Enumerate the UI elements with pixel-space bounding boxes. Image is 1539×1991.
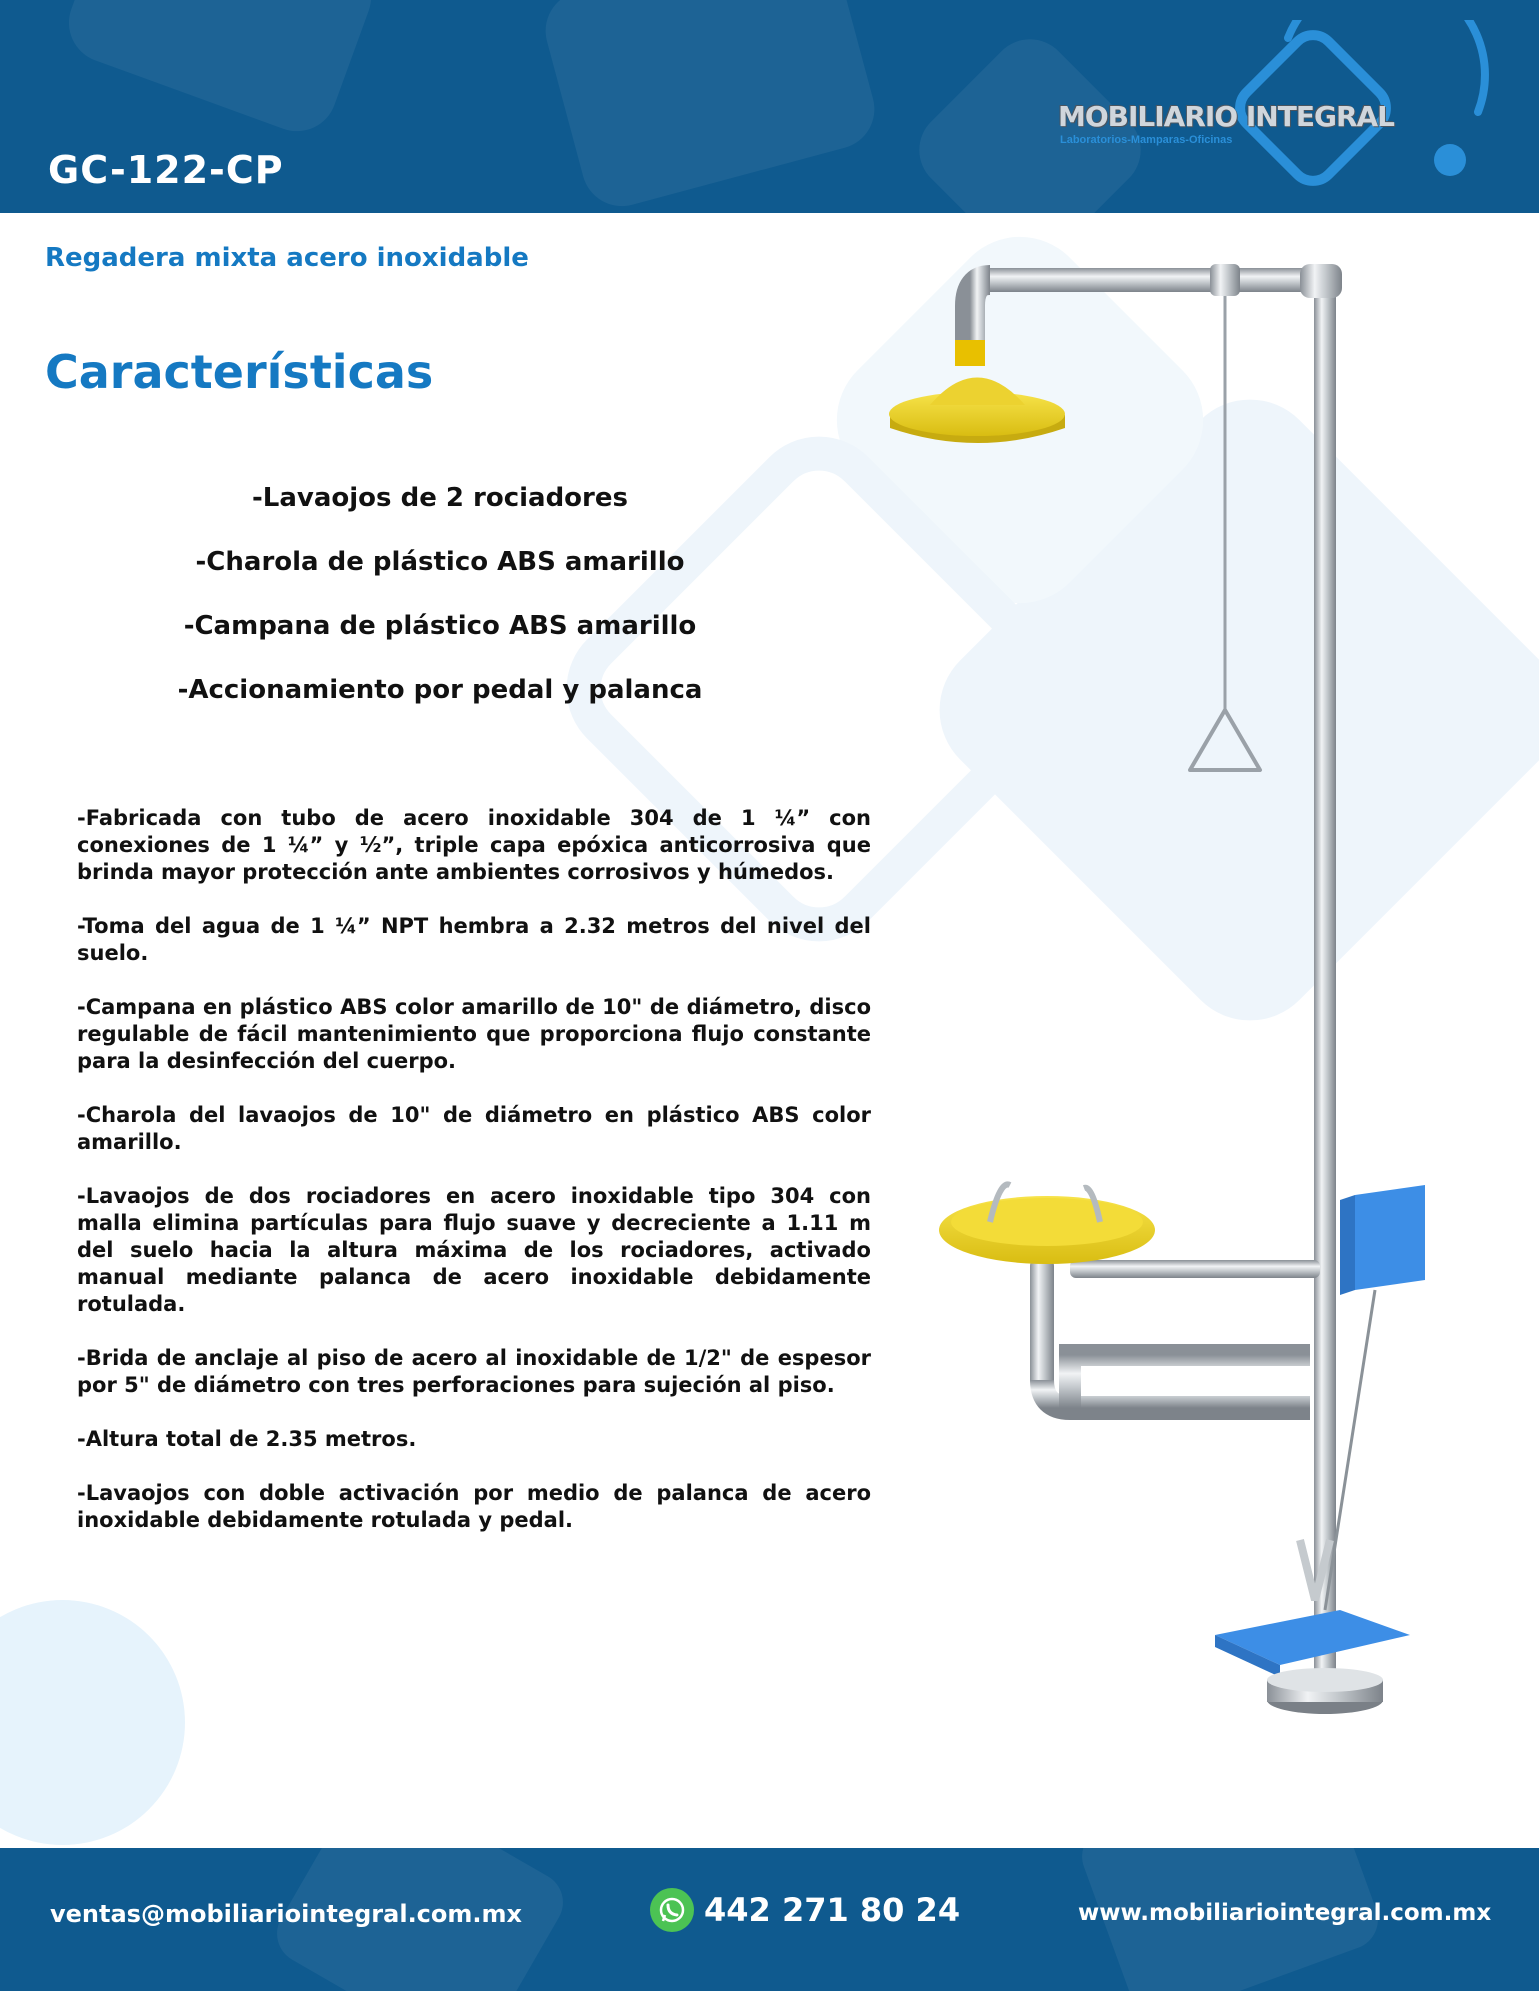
description-paragraph: -Brida de anclaje al piso de acero al inoxidable de 1/2" de espesor por 5" de diámetro con tres perforaciones para sujeción al piso. (77, 1346, 871, 1397)
page-header (0, 0, 1539, 213)
footer-phone-group[interactable] (650, 1888, 960, 1932)
footer-phone[interactable]: 442 271 80 24 (704, 1891, 961, 1929)
header-shape (58, 0, 383, 142)
description-paragraph: -Campana en plástico ABS color amarillo de 10" de diámetro, disco regulable de fácil mantenimiento que proporciona flujo constante para la desinfección del cuerpo. (77, 995, 871, 1073)
footer-email[interactable]: ventas@mobiliariointegral.com.mx (50, 1900, 523, 1928)
whatsapp-icon (650, 1888, 694, 1932)
company-logo (1058, 20, 1498, 195)
description-paragraph: -Altura total de 2.35 metros. (77, 1427, 417, 1451)
page-footer (0, 1848, 1539, 1991)
description-paragraph: -Lavaojos con doble activación por medio de palanca de acero inoxidable debidamente rotulada y pedal. (77, 1481, 871, 1532)
logo-text: MOBILIARIO INTEGRAL (1058, 100, 1395, 133)
product-code: GC-122-CP (48, 148, 284, 192)
feature-item: -Accionamiento por pedal y palanca (177, 675, 703, 705)
description (77, 805, 871, 1561)
product-subtitle: Regadera mixta acero inoxidable (45, 243, 529, 273)
description-paragraph: -Toma del agua de 1 ¼” NPT hembra a 2.32 metros del nivel del suelo. (77, 914, 871, 965)
feature-item: -Lavaojos de 2 rociadores (252, 483, 628, 513)
description-paragraph: -Lavaojos de dos rociadores en acero inoxidable tipo 304 con malla elimina partículas para flujo suave y decreciente a 1.11 m del suelo hacia la altura máxima de los rociadores, activado manual mediante palanca de acero inoxidable debidamente rotulada. (77, 1184, 871, 1316)
header-shape (537, 0, 884, 213)
feature-item: -Campana de plástico ABS amarillo (183, 611, 697, 641)
feature-item: -Charola de plástico ABS amarillo (195, 547, 685, 577)
description-paragraph: -Fabricada con tubo de acero inoxidable 304 de 1 ¼” con conexiones de 1 ¼” y ½”, triple capa epóxica anticorrosiva que brinda mayor protección ante ambientes corrosivos y húmedos. (77, 806, 871, 884)
logo-tagline: Laboratorios-Mamparas-Oficinas (1060, 134, 1233, 146)
feature-list (100, 478, 780, 734)
description-paragraph: -Charola del lavaojos de 10" de diámetro en plástico ABS color amarillo. (77, 1103, 871, 1154)
footer-website[interactable]: www.mobiliariointegral.com.mx (1078, 1900, 1492, 1926)
product-illustration (870, 240, 1430, 1730)
section-heading: Características (45, 345, 434, 399)
background-circle (0, 1600, 185, 1845)
